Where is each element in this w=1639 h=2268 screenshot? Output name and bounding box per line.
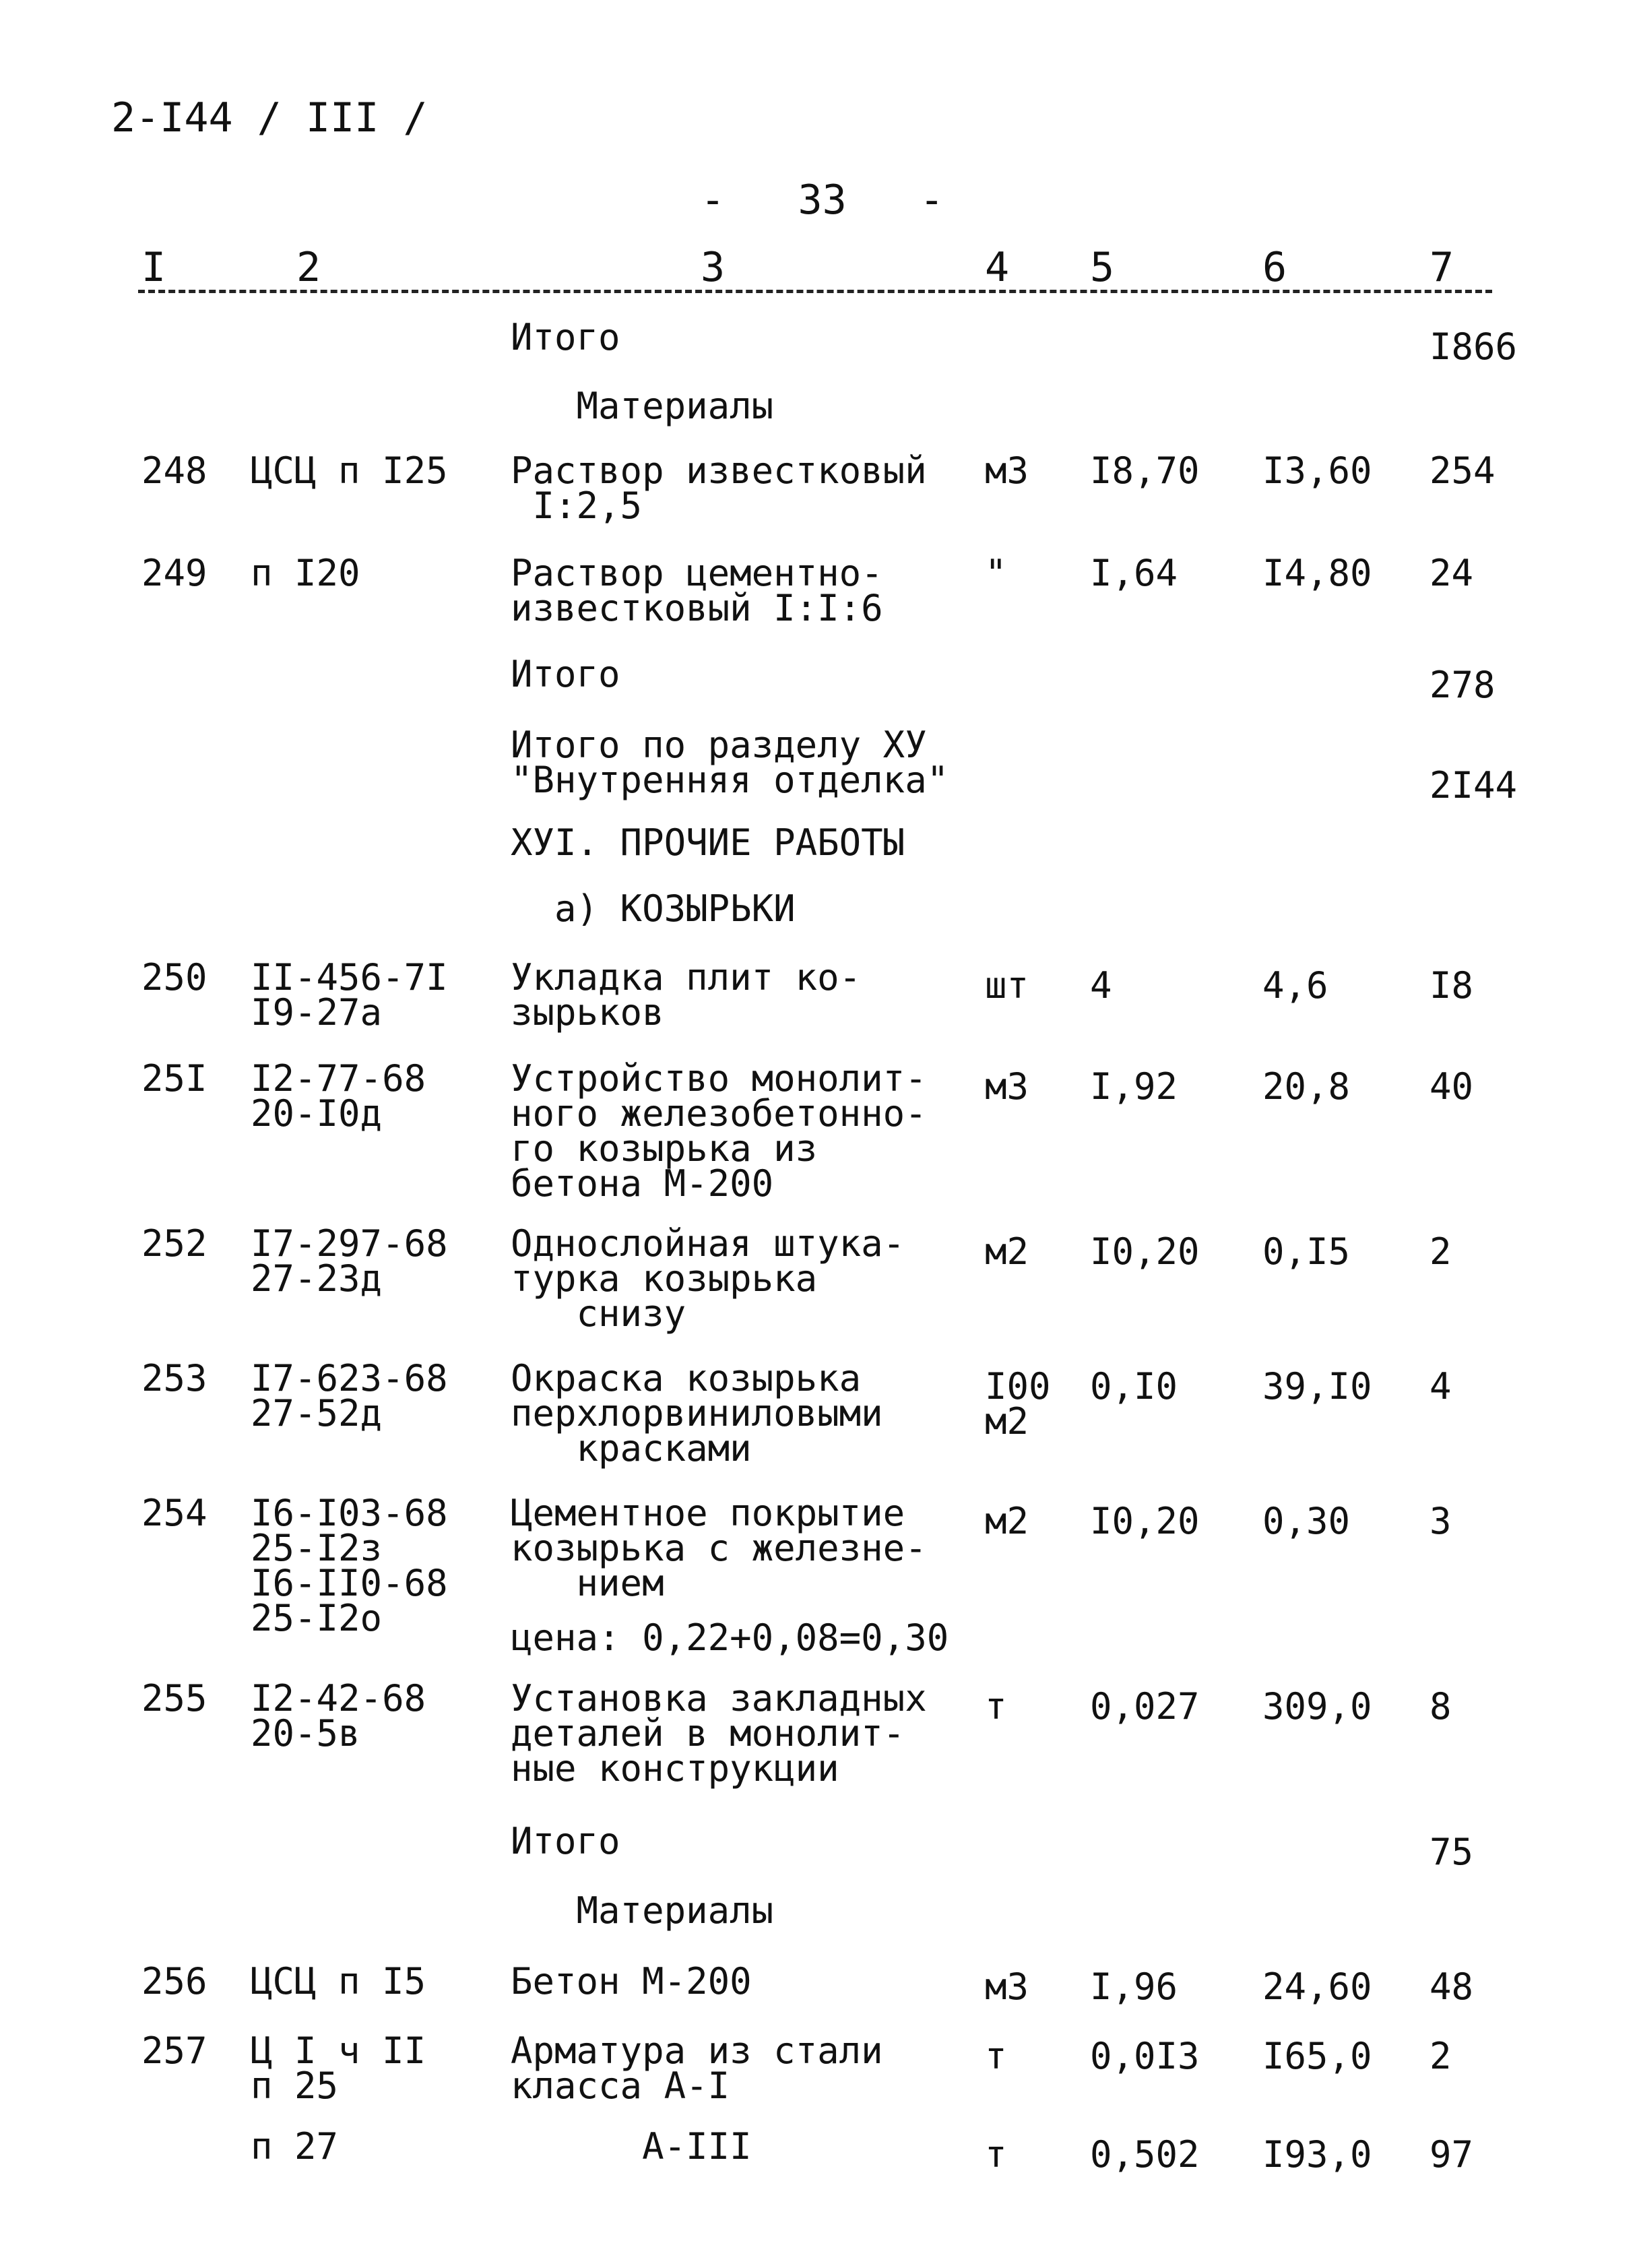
row-qty: 0,I0 (1090, 1365, 1178, 1408)
row-name: Окраска козырька перхлорвиниловыми красками (511, 1357, 883, 1470)
row-name: Бетон М-200 (511, 1960, 752, 2003)
row-number: 256 (141, 1960, 207, 2003)
row-unit: I00 м2 (985, 1365, 1051, 1443)
row-unit: м3 (985, 1965, 1029, 2008)
column-header-3: 3 (701, 244, 726, 291)
row-total: 2 (1429, 2035, 1452, 2077)
row-qty: I,64 (1090, 552, 1178, 594)
row-price: 39,I0 (1262, 1365, 1372, 1408)
row-name: Раствор известковый I:2,5 (511, 449, 927, 527)
row-price: 0,I5 (1262, 1230, 1351, 1273)
header-divider (138, 290, 1492, 293)
row-code: I2-42-68 20-5в (251, 1677, 426, 1755)
row-total: I866 (1429, 325, 1518, 368)
row-unit: м2 (985, 1230, 1029, 1273)
row-price: 24,60 (1262, 1965, 1372, 2008)
row-unit: м3 (985, 449, 1029, 492)
row-total: 75 (1429, 1831, 1474, 1873)
column-header-4: 4 (985, 244, 1010, 291)
row-price: I4,80 (1262, 552, 1372, 594)
row-code: I2-77-68 20-I0д (251, 1057, 426, 1135)
row-total: 97 (1429, 2133, 1474, 2176)
row-unit: т (985, 2133, 1007, 2176)
row-code: п I20 (251, 552, 360, 594)
row-total: 48 (1429, 1965, 1474, 2008)
row-total: 2 (1429, 1230, 1452, 1273)
row-code: I7-623-68 27-52д (251, 1357, 448, 1435)
row-name: Цементное покрытие козырька с железне- нием (511, 1492, 927, 1604)
row-qty: I,96 (1090, 1965, 1178, 2008)
column-header-2: 2 (296, 244, 321, 291)
row-code: ЦСЦ п I5 (251, 1960, 426, 2003)
row-name: Установка закладных деталей в монолит- ные конструкции (511, 1677, 927, 1790)
row-code: I6-I03-68 25-I2з I6-II0-68 25-I2о (251, 1492, 448, 1639)
row-total: 278 (1429, 664, 1496, 706)
row-name: цена: 0,22+0,08=0,30 (511, 1616, 949, 1659)
page-number: - 33 - (701, 177, 944, 224)
row-code: ЦСЦ п I25 (251, 449, 448, 492)
row-qty: I0,20 (1090, 1230, 1200, 1273)
row-name: Укладка плит ко- зырьков (511, 956, 862, 1034)
row-number: 252 (141, 1222, 207, 1265)
row-name: Материалы (511, 1889, 774, 1932)
row-total: 2I44 (1429, 764, 1518, 807)
row-code: Ц I ч II п 25 (251, 2029, 426, 2107)
row-code: п 27 (251, 2125, 339, 2168)
row-total: 8 (1429, 1685, 1452, 1728)
row-name: Итого по разделу ХУ "Внутренняя отделка" (511, 724, 949, 801)
row-qty: 4 (1090, 964, 1112, 1007)
row-price: 309,0 (1262, 1685, 1372, 1728)
row-unit: т (985, 1685, 1007, 1728)
row-unit: " (985, 552, 1007, 594)
row-qty: 0,027 (1090, 1685, 1200, 1728)
row-qty: I0,20 (1090, 1500, 1200, 1542)
row-unit: шт (985, 964, 1029, 1007)
row-number: 255 (141, 1677, 207, 1720)
row-number: 248 (141, 449, 207, 492)
row-name: Устройство монолит- ного железобетонно- го козырька из бетона М-200 (511, 1057, 927, 1205)
row-total: 4 (1429, 1365, 1452, 1408)
column-header-1: I (141, 244, 166, 291)
row-name: Однослойная штука- турка козырька снизу (511, 1222, 905, 1335)
row-total: 254 (1429, 449, 1496, 492)
row-number: 253 (141, 1357, 207, 1399)
row-unit: т (985, 2035, 1007, 2077)
row-number: 25I (141, 1057, 207, 1100)
row-name: ХУI. ПРОЧИЕ РАБОТЫ (511, 821, 905, 864)
row-name: Арматура из стали класса А-I (511, 2029, 883, 2107)
row-number: 254 (141, 1492, 207, 1534)
row-price: I93,0 (1262, 2133, 1372, 2176)
row-number: 250 (141, 956, 207, 999)
row-total: 40 (1429, 1065, 1474, 1108)
row-name: а) КОЗЫРЬКИ (511, 887, 796, 930)
row-total: 24 (1429, 552, 1474, 594)
column-header-7: 7 (1429, 244, 1454, 291)
row-price: I65,0 (1262, 2035, 1372, 2077)
row-qty: 0,0I3 (1090, 2035, 1200, 2077)
row-name: Итого (511, 1820, 620, 1862)
row-total: 3 (1429, 1500, 1452, 1542)
row-qty: I,92 (1090, 1065, 1178, 1108)
row-total: I8 (1429, 964, 1474, 1007)
row-price: 4,6 (1262, 964, 1328, 1007)
row-code: II-456-7I I9-27а (251, 956, 448, 1034)
row-name: Итого (511, 316, 620, 358)
row-unit: м2 (985, 1500, 1029, 1542)
row-price: I3,60 (1262, 449, 1372, 492)
row-code: I7-297-68 27-23д (251, 1222, 448, 1300)
document-code: 2-I44 / III / (111, 94, 428, 141)
row-number: 249 (141, 552, 207, 594)
column-header-5: 5 (1090, 244, 1115, 291)
row-name: Итого (511, 653, 620, 695)
row-unit: м3 (985, 1065, 1029, 1108)
row-qty: I8,70 (1090, 449, 1200, 492)
column-header-6: 6 (1262, 244, 1287, 291)
row-price: 20,8 (1262, 1065, 1351, 1108)
row-price: 0,30 (1262, 1500, 1351, 1542)
row-qty: 0,502 (1090, 2133, 1200, 2176)
row-name: Раствор цементно- известковый I:I:6 (511, 552, 883, 629)
row-number: 257 (141, 2029, 207, 2072)
row-name: А-III (511, 2125, 752, 2168)
row-name: Материалы (511, 385, 774, 427)
